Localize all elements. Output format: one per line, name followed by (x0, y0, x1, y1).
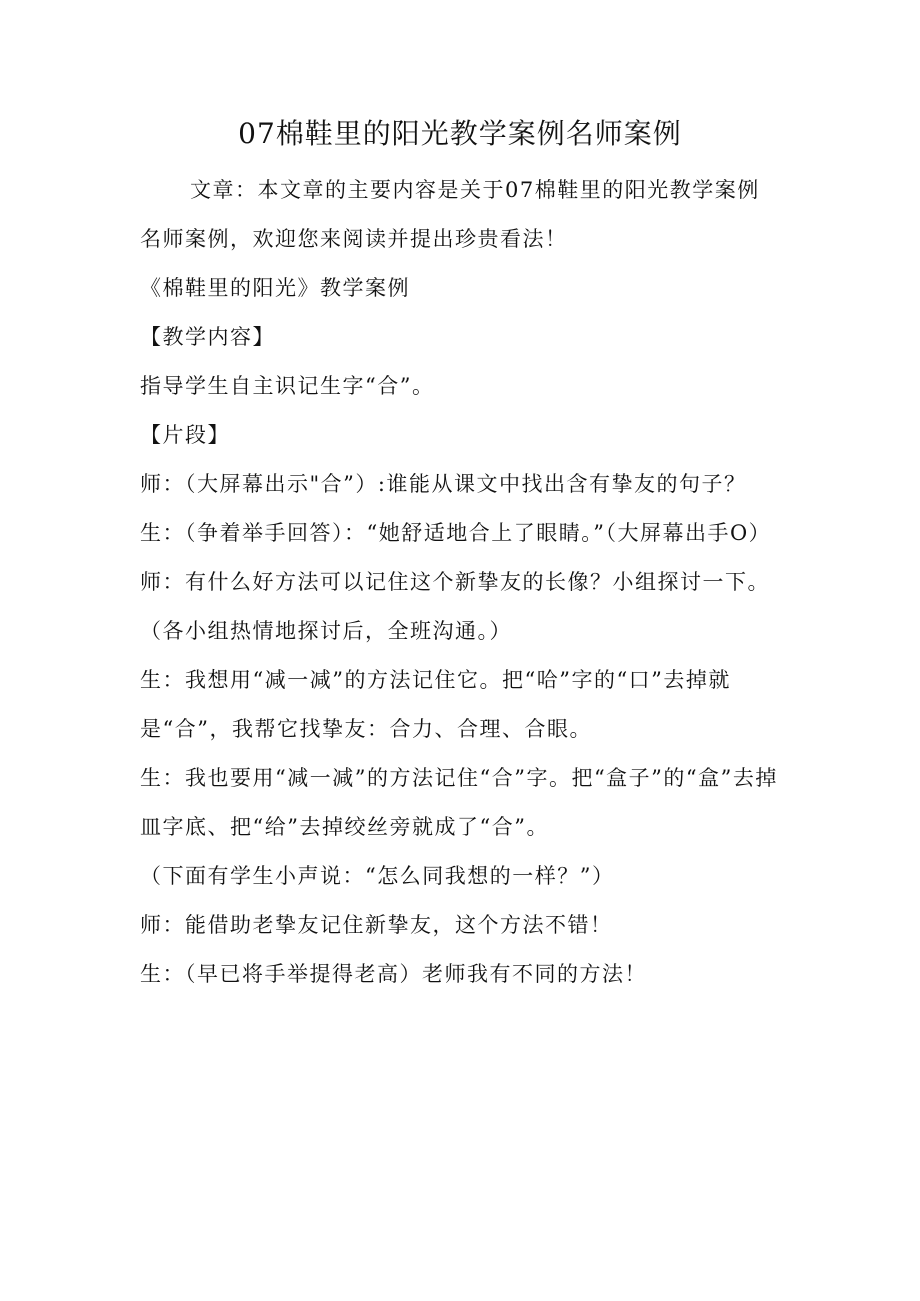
paragraph: 【片段】 (140, 423, 230, 447)
paragraph: （各小组热情地探讨后，全班沟通。） (140, 619, 512, 643)
paragraph: 师：有什么好方法可以记住这个新挚友的长像？小组探讨一下。 (140, 570, 770, 594)
paragraph: 生：我也要用“减一减”的方法记住“合”字。把“盒子”的“盒”去掉皿字底、把“给”去掉绞丝旁就成了“合”。 (140, 766, 778, 839)
paragraph: （下面有学生小声说：“怎么同我想的一样？”） (140, 864, 615, 888)
paragraph: 《棉鞋里的阳光》教学案例 (140, 276, 410, 300)
paragraph: 生：（争着举手回答）：“她舒适地合上了眼睛。”（大屏幕出手O） (140, 521, 772, 545)
paragraph: 生：（早已将手举提得老高）老师我有不同的方法！ (140, 962, 647, 986)
document-title: 07棉鞋里的阳光教学案例名师案例 (238, 117, 682, 150)
paragraph: 文章：本文章的主要内容是关于07棉鞋里的阳光教学案例名师案例，欢迎您来阅读并提出珍贵看法！ (140, 178, 760, 251)
paragraph: 生：我想用“减一减”的方法记住它。把“哈”字的“口”去掉就是“合”，我帮它找挚友：合力、合理、合眼。 (140, 668, 731, 741)
paragraph: 【教学内容】 (140, 325, 275, 349)
paragraph: 指导学生自主识记生字“合”。 (140, 374, 435, 398)
document-body (140, 166, 780, 999)
paragraph: 师：（大屏幕出示"合”）:谁能从课文中找出含有挚友的句子？ (140, 472, 747, 496)
paragraph: 师：能借助老挚友记住新挚友，这个方法不错！ (140, 913, 613, 937)
